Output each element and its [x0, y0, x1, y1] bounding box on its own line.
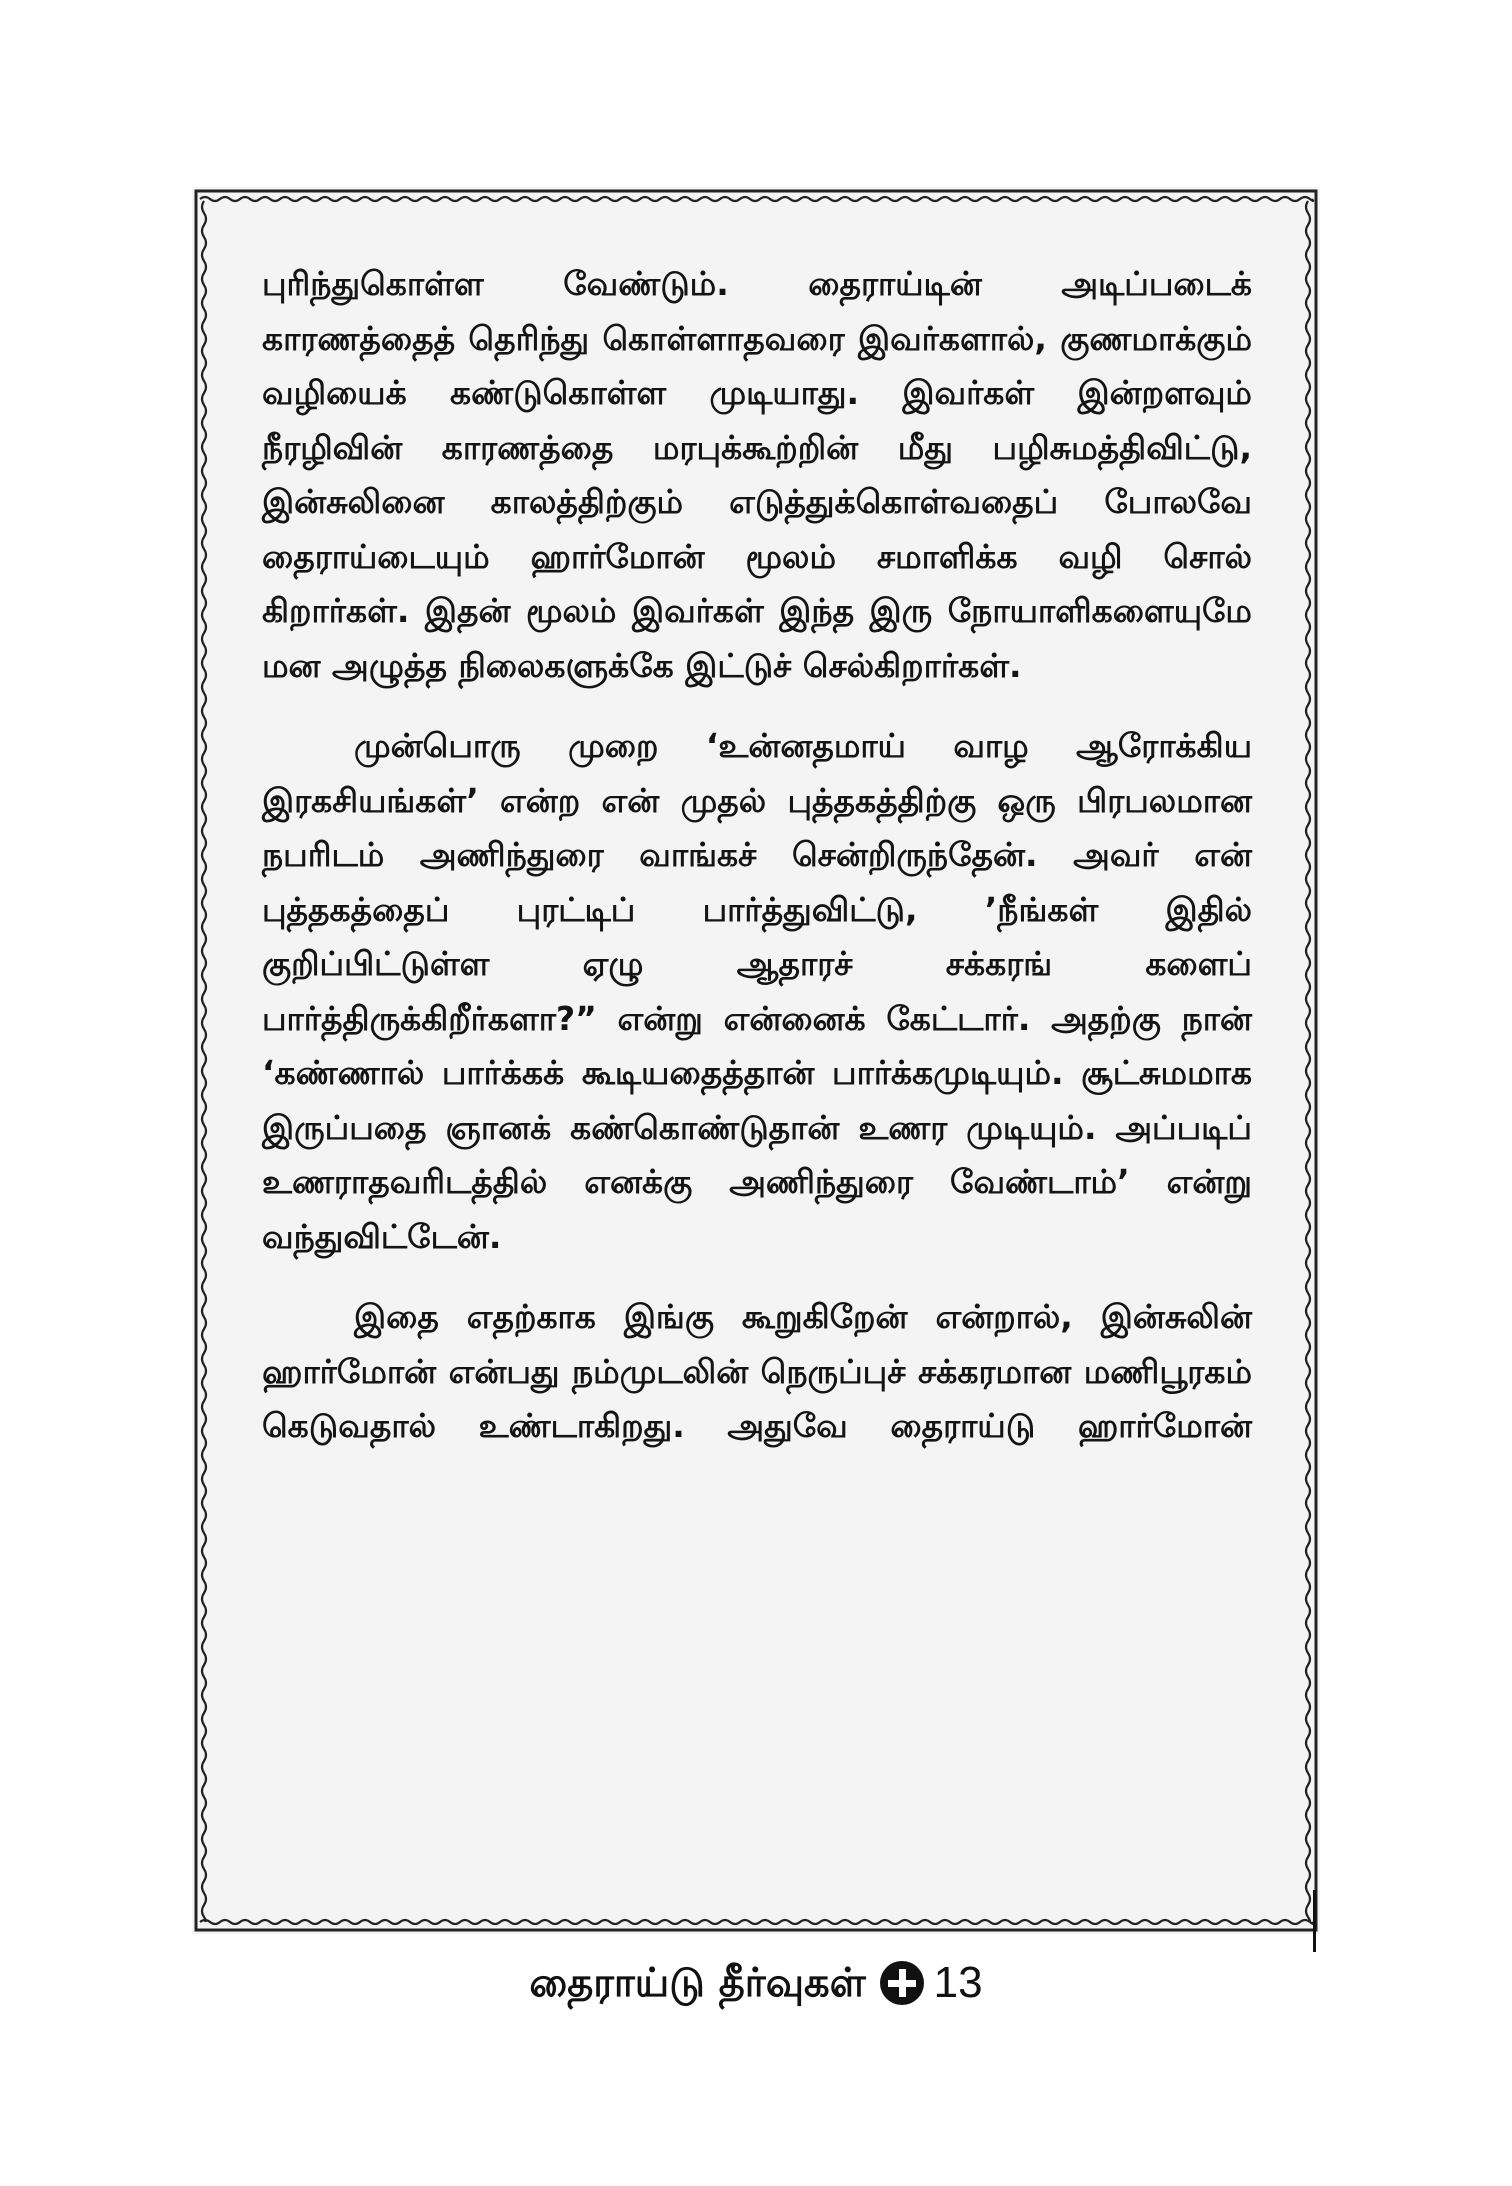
paragraph-1: புரிந்துகொள்ள வேண்டும். தைராய்டின் அடிப்படைக் காரணத்தைத் தெரிந்து கொள்ளாதவரை இவர்களால், குணமாக்கும் வழியைக் கண்டுகொள்ள முடியாது. இவர்கள் இன்றளவும் நீரழிவின் காரணத்தை மரபுக்கூற்றின் மீது பழிசுமத்திவிட்டு, இன்சுலினை காலத்திற்கும் எடுத்துக்கொள்வதைப் போலவே தைராய்டையும் ஹார்மோன் மூலம் சமாளிக்க வழி சொல் கிறார்கள். இதன் மூலம் இவர்கள் இந்த இரு நோயாளிகளையுமே மன அழுத்த நிலைகளுக்கே இட்டுச் செல்கிறார்கள். [262, 264, 1252, 685]
paragraph-3: இதை எதற்காக இங்கு கூறுகிறேன் என்றால், இன்சுலின் ஹார்மோன் என்பது நம்முடலின் நெருப்புச் சக்கரமான மணிபூரகம் கெடுவதால் உண்டாகிறது. அதுவே தைராய்டு ஹார்மோன் [262, 1297, 1252, 1445]
plus-circle-icon [880, 1961, 924, 2005]
book-title: தைராய்டு தீர்வுகள் [529, 1960, 866, 2006]
page-footer [0, 1953, 1512, 2011]
frame-corner-line [1313, 1890, 1316, 1952]
page-frame [192, 187, 1320, 1934]
body-text [262, 257, 1252, 1480]
page-number: 13 [933, 1958, 983, 2007]
paragraph-2: முன்பொரு முறை ‘உன்னதமாய் வாழ ஆரோக்கிய இரகசியங்கள்’ என்ற என் முதல் புத்தகத்திற்கு ஒரு பிரபலமான நபரிடம் அணிந்துரை வாங்கச் சென்றிருந்தேன். அவர் என் புத்தகத்தைப் புரட்டிப் பார்த்துவிட்டு, ’நீங்கள் இதில் குறிப்பிட்டுள்ள ஏழு ஆதாரச் சக்கரங் களைப் பார்த்திருக்கிறீர்களா?” என்று என்னைக் கேட்டார். அதற்கு நான் ‘கண்ணால் பார்க்கக் கூடியதைத்தான் பார்க்கமுடியும். சூட்சுமமாக இருப்பதை ஞானக் கண்கொண்டுதான் உணர முடியும். அப்படிப் உணராதவரிடத்தில் எனக்கு அணிந்துரை வேண்டாம்’ என்று வந்துவிட்டேன். [262, 726, 1252, 1256]
